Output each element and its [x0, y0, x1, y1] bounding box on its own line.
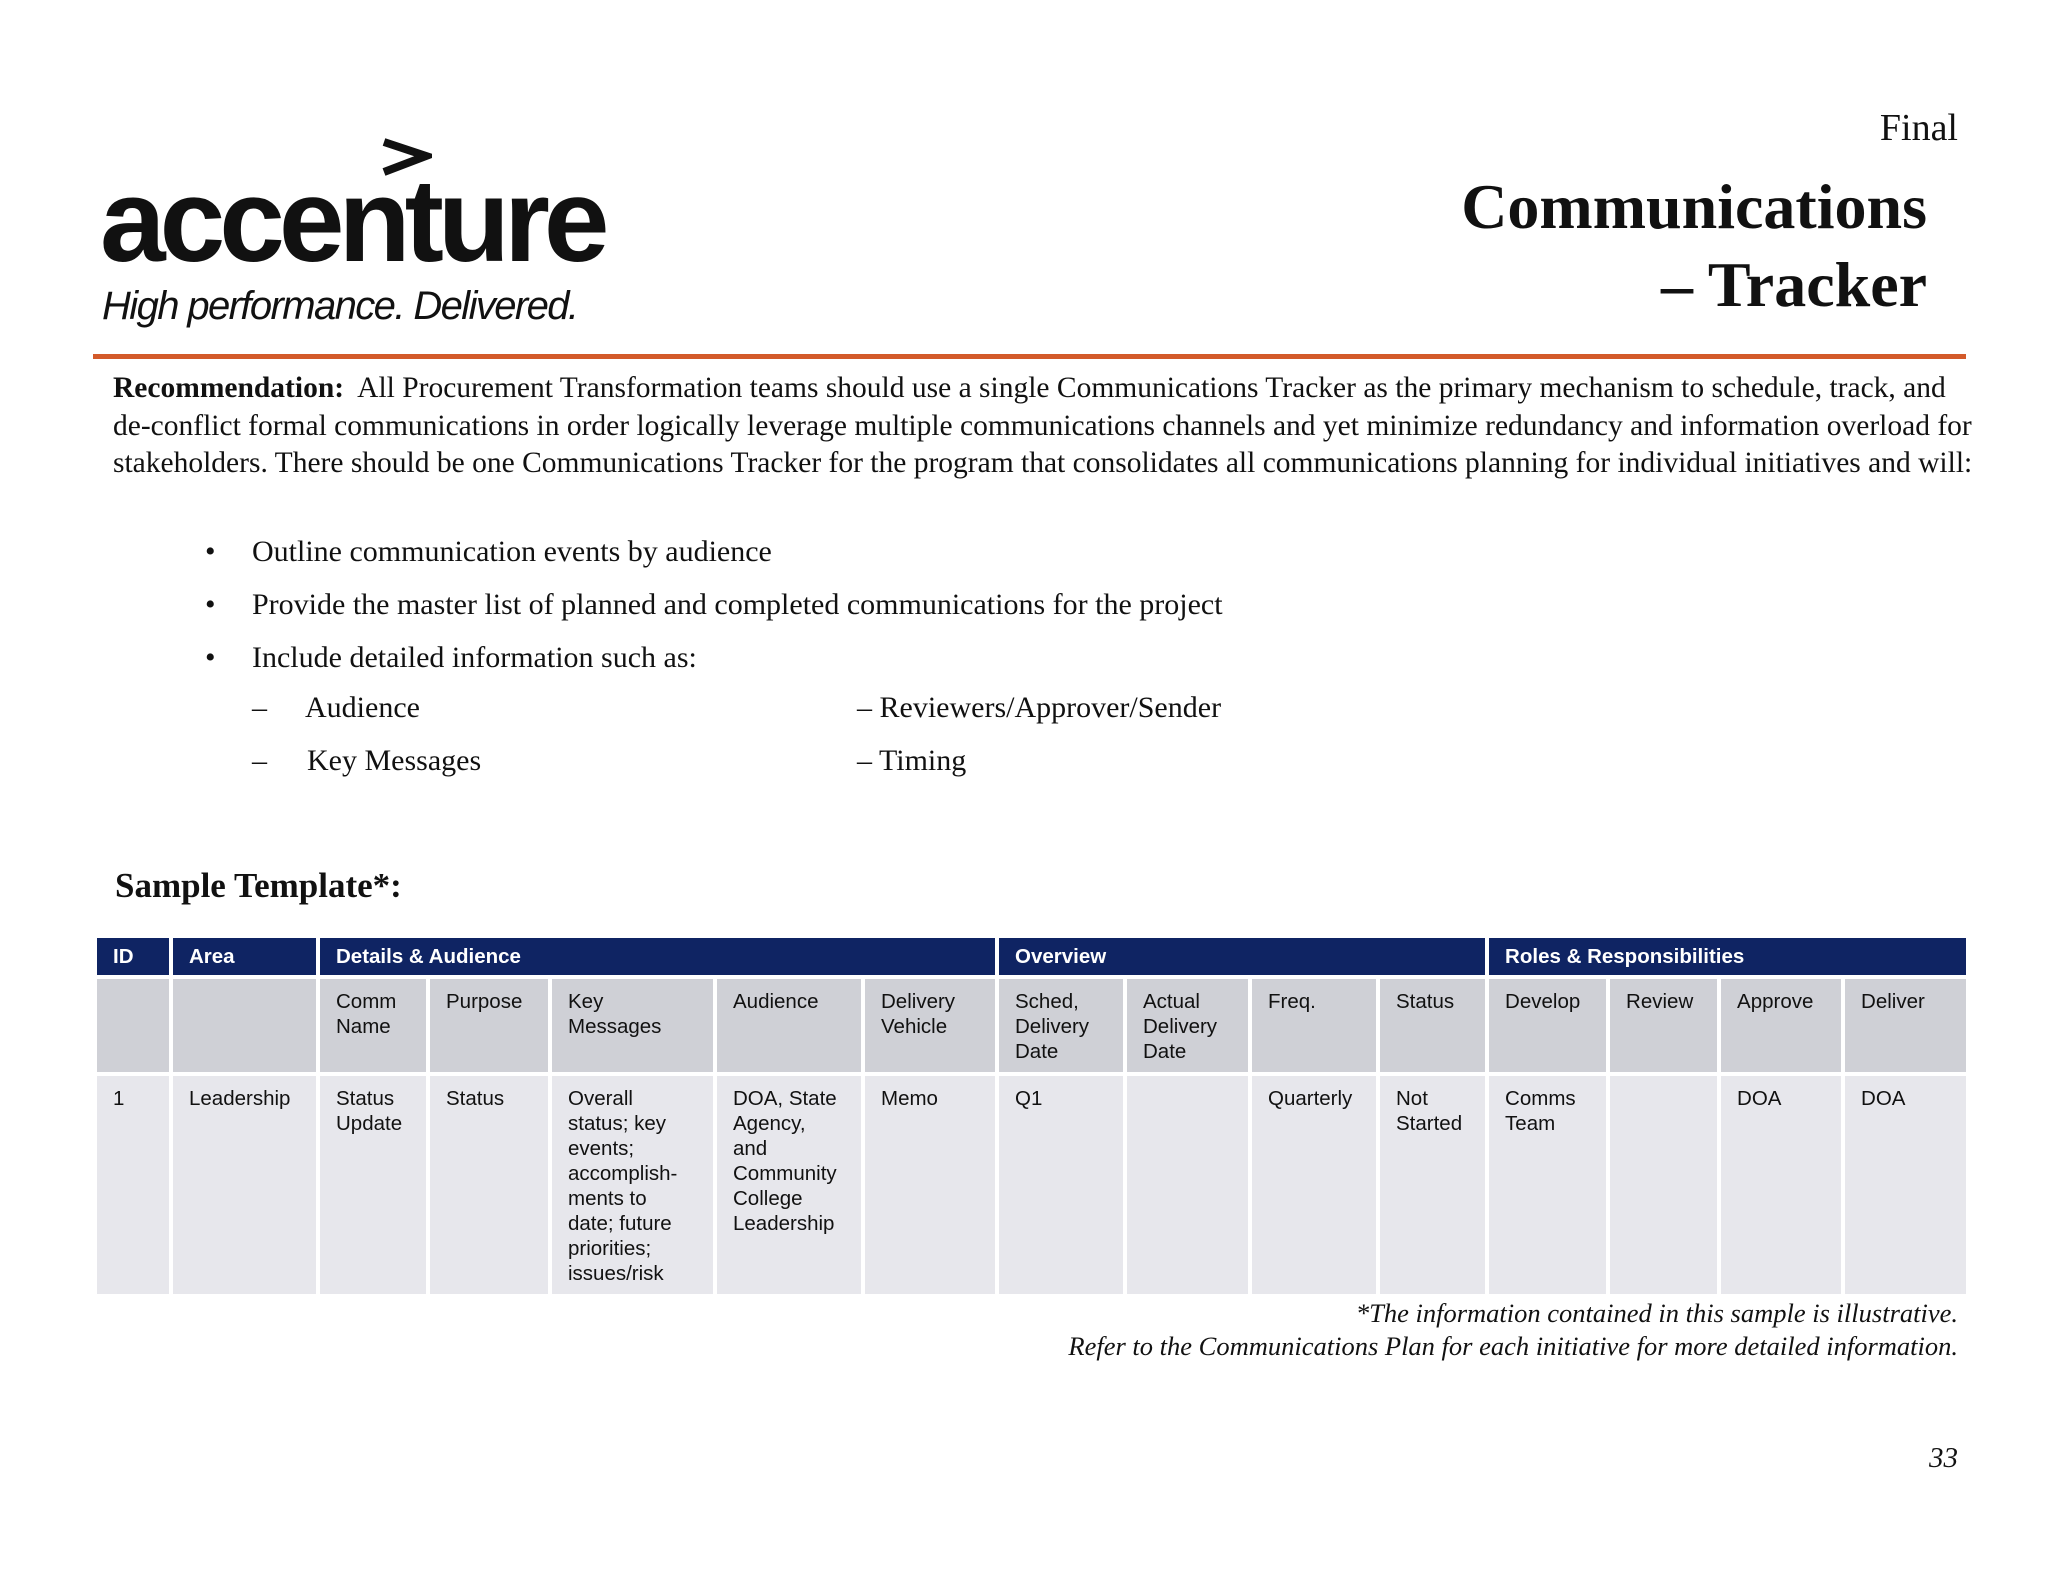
column-header: Freq.	[1250, 977, 1378, 1074]
bullet-item: • Provide the master list of planned and completed communications for the project	[205, 588, 1223, 621]
document-status: Final	[1879, 107, 1958, 149]
footnote-line-2: Refer to the Communications Plan for each initiative for more detailed information.	[1068, 1331, 1958, 1361]
table-group-header	[95, 936, 1968, 977]
column-header: Actual Delivery Date	[1125, 977, 1250, 1074]
column-header: Deliver	[1843, 977, 1968, 1074]
sub-item: – Key Messages	[252, 744, 482, 777]
footnote-line-1: *The information contained in this sample is illustrative.	[1355, 1298, 1958, 1328]
column-header: Review	[1608, 977, 1719, 1074]
table-cell: Q1	[997, 1074, 1125, 1296]
table-cell: DOA, State Agency, and Community College Leadership	[715, 1074, 863, 1296]
bullet-item: • Include detailed information such as:	[205, 641, 697, 674]
bullet-item: • Outline communication events by audience	[205, 535, 772, 568]
recommendation-text: All Procurement Transformation teams should use a single Communications Tracker as the primary mechanism to schedule, track, and de-conflict formal communications in order logically leverage multiple communications channels and yet minimize redundancy and information overload for stakeholders. There should be one Communications Tracker for the program that consolidates all communications planning for individual initiatives and will:	[113, 372, 1973, 479]
table-column-header	[95, 977, 1968, 1074]
table-cell	[1125, 1074, 1250, 1296]
column-header: Audience	[715, 977, 863, 1074]
table-cell: Quarterly	[1250, 1074, 1378, 1296]
group-roles-responsibilities: Roles & Responsibilities	[1487, 936, 1968, 977]
footnote	[1068, 1297, 1958, 1363]
column-header: Purpose	[428, 977, 550, 1074]
page-title	[1461, 168, 1927, 324]
accenture-logo	[100, 138, 620, 338]
table-cell: DOA	[1719, 1074, 1843, 1296]
sub-item: – Timing	[857, 744, 967, 777]
group-overview: Overview	[997, 936, 1487, 977]
table-cell: DOA	[1843, 1074, 1968, 1296]
column-header	[171, 977, 318, 1074]
group-details-audience: Details & Audience	[318, 936, 997, 977]
sub-item: – Audience	[252, 691, 420, 724]
bullet-list	[205, 532, 1223, 691]
column-header: Approve	[1719, 977, 1843, 1074]
column-header: Key Messages	[550, 977, 715, 1074]
group-id: ID	[95, 936, 171, 977]
recommendation-label: Recommendation:	[113, 372, 345, 404]
table-cell: Not Started	[1378, 1074, 1487, 1296]
sub-item: – Reviewers/Approver/Sender	[857, 691, 1222, 724]
column-header	[95, 977, 171, 1074]
column-header: Delivery Vehicle	[863, 977, 997, 1074]
header-divider	[93, 354, 1966, 359]
table-cell: Memo	[863, 1074, 997, 1296]
column-header: Status	[1378, 977, 1487, 1074]
logo-wordmark: accenture	[100, 155, 604, 287]
table-cell: Overall status; key events; accomplish-ments to date; future priorities; issues/risk	[550, 1074, 715, 1296]
group-area: Area	[171, 936, 318, 977]
table-cell: 1	[95, 1074, 171, 1296]
column-header: Develop	[1487, 977, 1608, 1074]
column-header: Sched, Delivery Date	[997, 977, 1125, 1074]
column-header: Comm Name	[318, 977, 428, 1074]
communications-tracker-table	[93, 934, 1970, 1298]
page-number: 33	[1929, 1442, 1958, 1474]
table-cell: Comms Team	[1487, 1074, 1608, 1296]
table-cell: Status	[428, 1074, 550, 1296]
recommendation-paragraph	[113, 370, 1973, 483]
sample-template-heading: Sample Template*:	[115, 866, 402, 905]
table-row	[95, 1074, 1968, 1296]
logo-tagline: High performance. Delivered.	[102, 284, 578, 328]
page-title-line-1: Communications	[1461, 171, 1927, 242]
table-cell: Status Update	[318, 1074, 428, 1296]
table-cell	[1608, 1074, 1719, 1296]
page-title-line-2: – Tracker	[1661, 249, 1927, 320]
table-cell: Leadership	[171, 1074, 318, 1296]
